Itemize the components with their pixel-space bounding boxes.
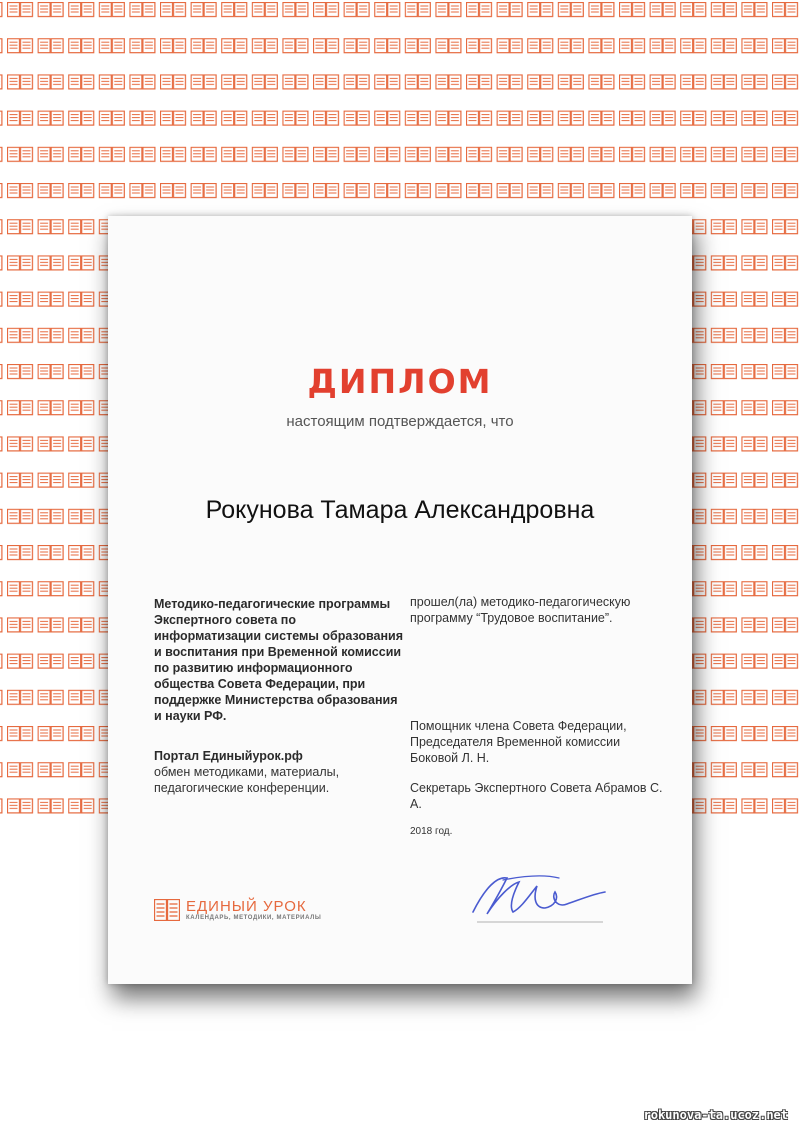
signature	[463, 868, 623, 928]
recipient-name: Рокунова Тамара Александровна	[205, 496, 595, 524]
diploma-sheet	[108, 216, 692, 984]
edinyi-urok-logo	[154, 899, 321, 921]
portal-description: обмен методиками, материалы, педагогические конференции.	[154, 765, 340, 795]
issuer-text: Методико-педагогические программы Экспертного совета по информатизации системы образования и воспитания при Временной комиссии по развитию информационного общества Совета Федерации, при поддержке Министерства образования и науки РФ.	[154, 597, 404, 723]
signatory-chair: Помощник члена Совета Федерации, Председателя Временной комиссии Боковой Л. Н.	[410, 719, 627, 765]
issuer-column	[154, 596, 404, 796]
details-column	[410, 594, 670, 840]
portal-block	[154, 748, 404, 796]
open-book-icon	[154, 899, 180, 921]
completion-text: прошел(ла) методико-педагогическую программу “Трудовое воспитание”.	[410, 595, 631, 625]
diploma-title: ДИПЛОМ	[307, 362, 493, 401]
site-watermark: rokunova-ta.ucoz.net	[643, 1108, 788, 1122]
diploma-subtitle: настоящим подтверждается, что	[286, 413, 514, 430]
issue-year: 2018 год.	[410, 826, 453, 837]
portal-name: Портал Единыйурок.рф	[154, 749, 303, 763]
signatory-secretary: Секретарь Экспертного Совета Абрамов С. А.	[410, 781, 663, 811]
logo-title: ЕДИНЫЙ УРОК	[186, 898, 307, 915]
logo-text	[186, 899, 321, 921]
logo-tagline: КАЛЕНДАРЬ, МЕТОДИКИ, МАТЕРИАЛЫ	[186, 915, 322, 921]
